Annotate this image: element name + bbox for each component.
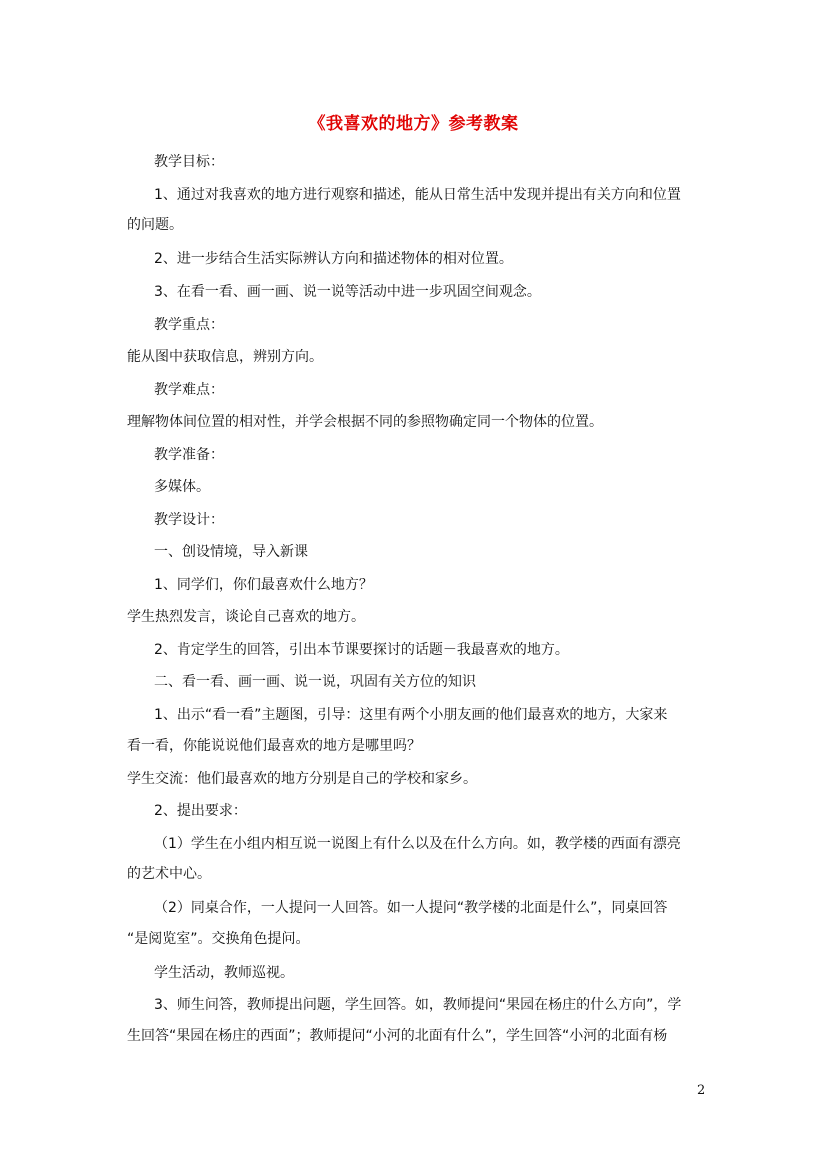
text-line: 生回答“果园在杨庄的西面”；教师提问“小河的北面有什么”，学生回答“小河的北面有杨 — [127, 1028, 668, 1044]
text-line: 多媒体。 — [154, 479, 210, 495]
text-line: “是阅览室”。交换角色提问。 — [127, 931, 310, 947]
text-line: 2、进一步结合生活实际辨认方向和描述物体的相对位置。 — [154, 251, 513, 267]
text-line: 教学难点： — [154, 382, 224, 398]
text-line: 2、肯定学生的回答，引出本节课要探讨的话题－我最喜欢的地方。 — [154, 642, 569, 658]
text-line: （2）同桌合作，一人提问一人回答。如一人提问“教学楼的北面是什么”，同桌回答 — [154, 900, 668, 916]
text-line: 1、同学们，你们最喜欢什么地方？ — [154, 577, 373, 593]
text-line: 一、创设情境，导入新课 — [154, 544, 308, 560]
text-line: （1）学生在小组内相互说一说图上有什么以及在什么方向。如，教学楼的西面有漂亮 — [154, 836, 681, 852]
text-line: 教学目标： — [154, 154, 224, 170]
text-line: 教学准备： — [154, 447, 224, 463]
page-number: 2 — [697, 1083, 706, 1098]
text-line: 1、通过对我喜欢的地方进行观察和描述，能从日常生活中发现并提出有关方向和位置 — [154, 187, 681, 203]
text-line: 理解物体间位置的相对性，并学会根据不同的参照物确定同一个物体的位置。 — [127, 414, 603, 430]
text-line: 教学重点： — [154, 317, 224, 333]
text-line: 学生活动，教师巡视。 — [154, 965, 294, 981]
text-line: 2、提出要求： — [154, 803, 247, 819]
text-line: 的艺术中心。 — [127, 866, 211, 882]
text-line: 1、出示“看一看”主题图，引导：这里有两个小朋友画的他们最喜欢的地方，大家来 — [154, 707, 668, 723]
text-line: 的问题。 — [127, 217, 183, 233]
document-title: 《我喜欢的地方》参考教案 — [308, 114, 519, 134]
text-line: 能从图中获取信息，辨别方向。 — [127, 349, 323, 365]
text-line: 学生交流：他们最喜欢的地方分别是自己的学校和家乡。 — [127, 771, 477, 787]
text-line: 看一看，你能说说他们最喜欢的地方是哪里吗？ — [127, 738, 421, 754]
text-line: 3、在看一看、画一画、说一说等活动中进一步巩固空间观念。 — [154, 284, 541, 300]
text-line: 3、师生问答，教师提出问题，学生回答。如，教师提问“果园在杨庄的什么方向”，学 — [154, 997, 682, 1013]
text-line: 学生热烈发言，谈论自己喜欢的地方。 — [127, 609, 365, 625]
text-line: 二、看一看、画一画、说一说，巩固有关方位的知识 — [154, 674, 476, 690]
text-line: 教学设计： — [154, 512, 224, 528]
